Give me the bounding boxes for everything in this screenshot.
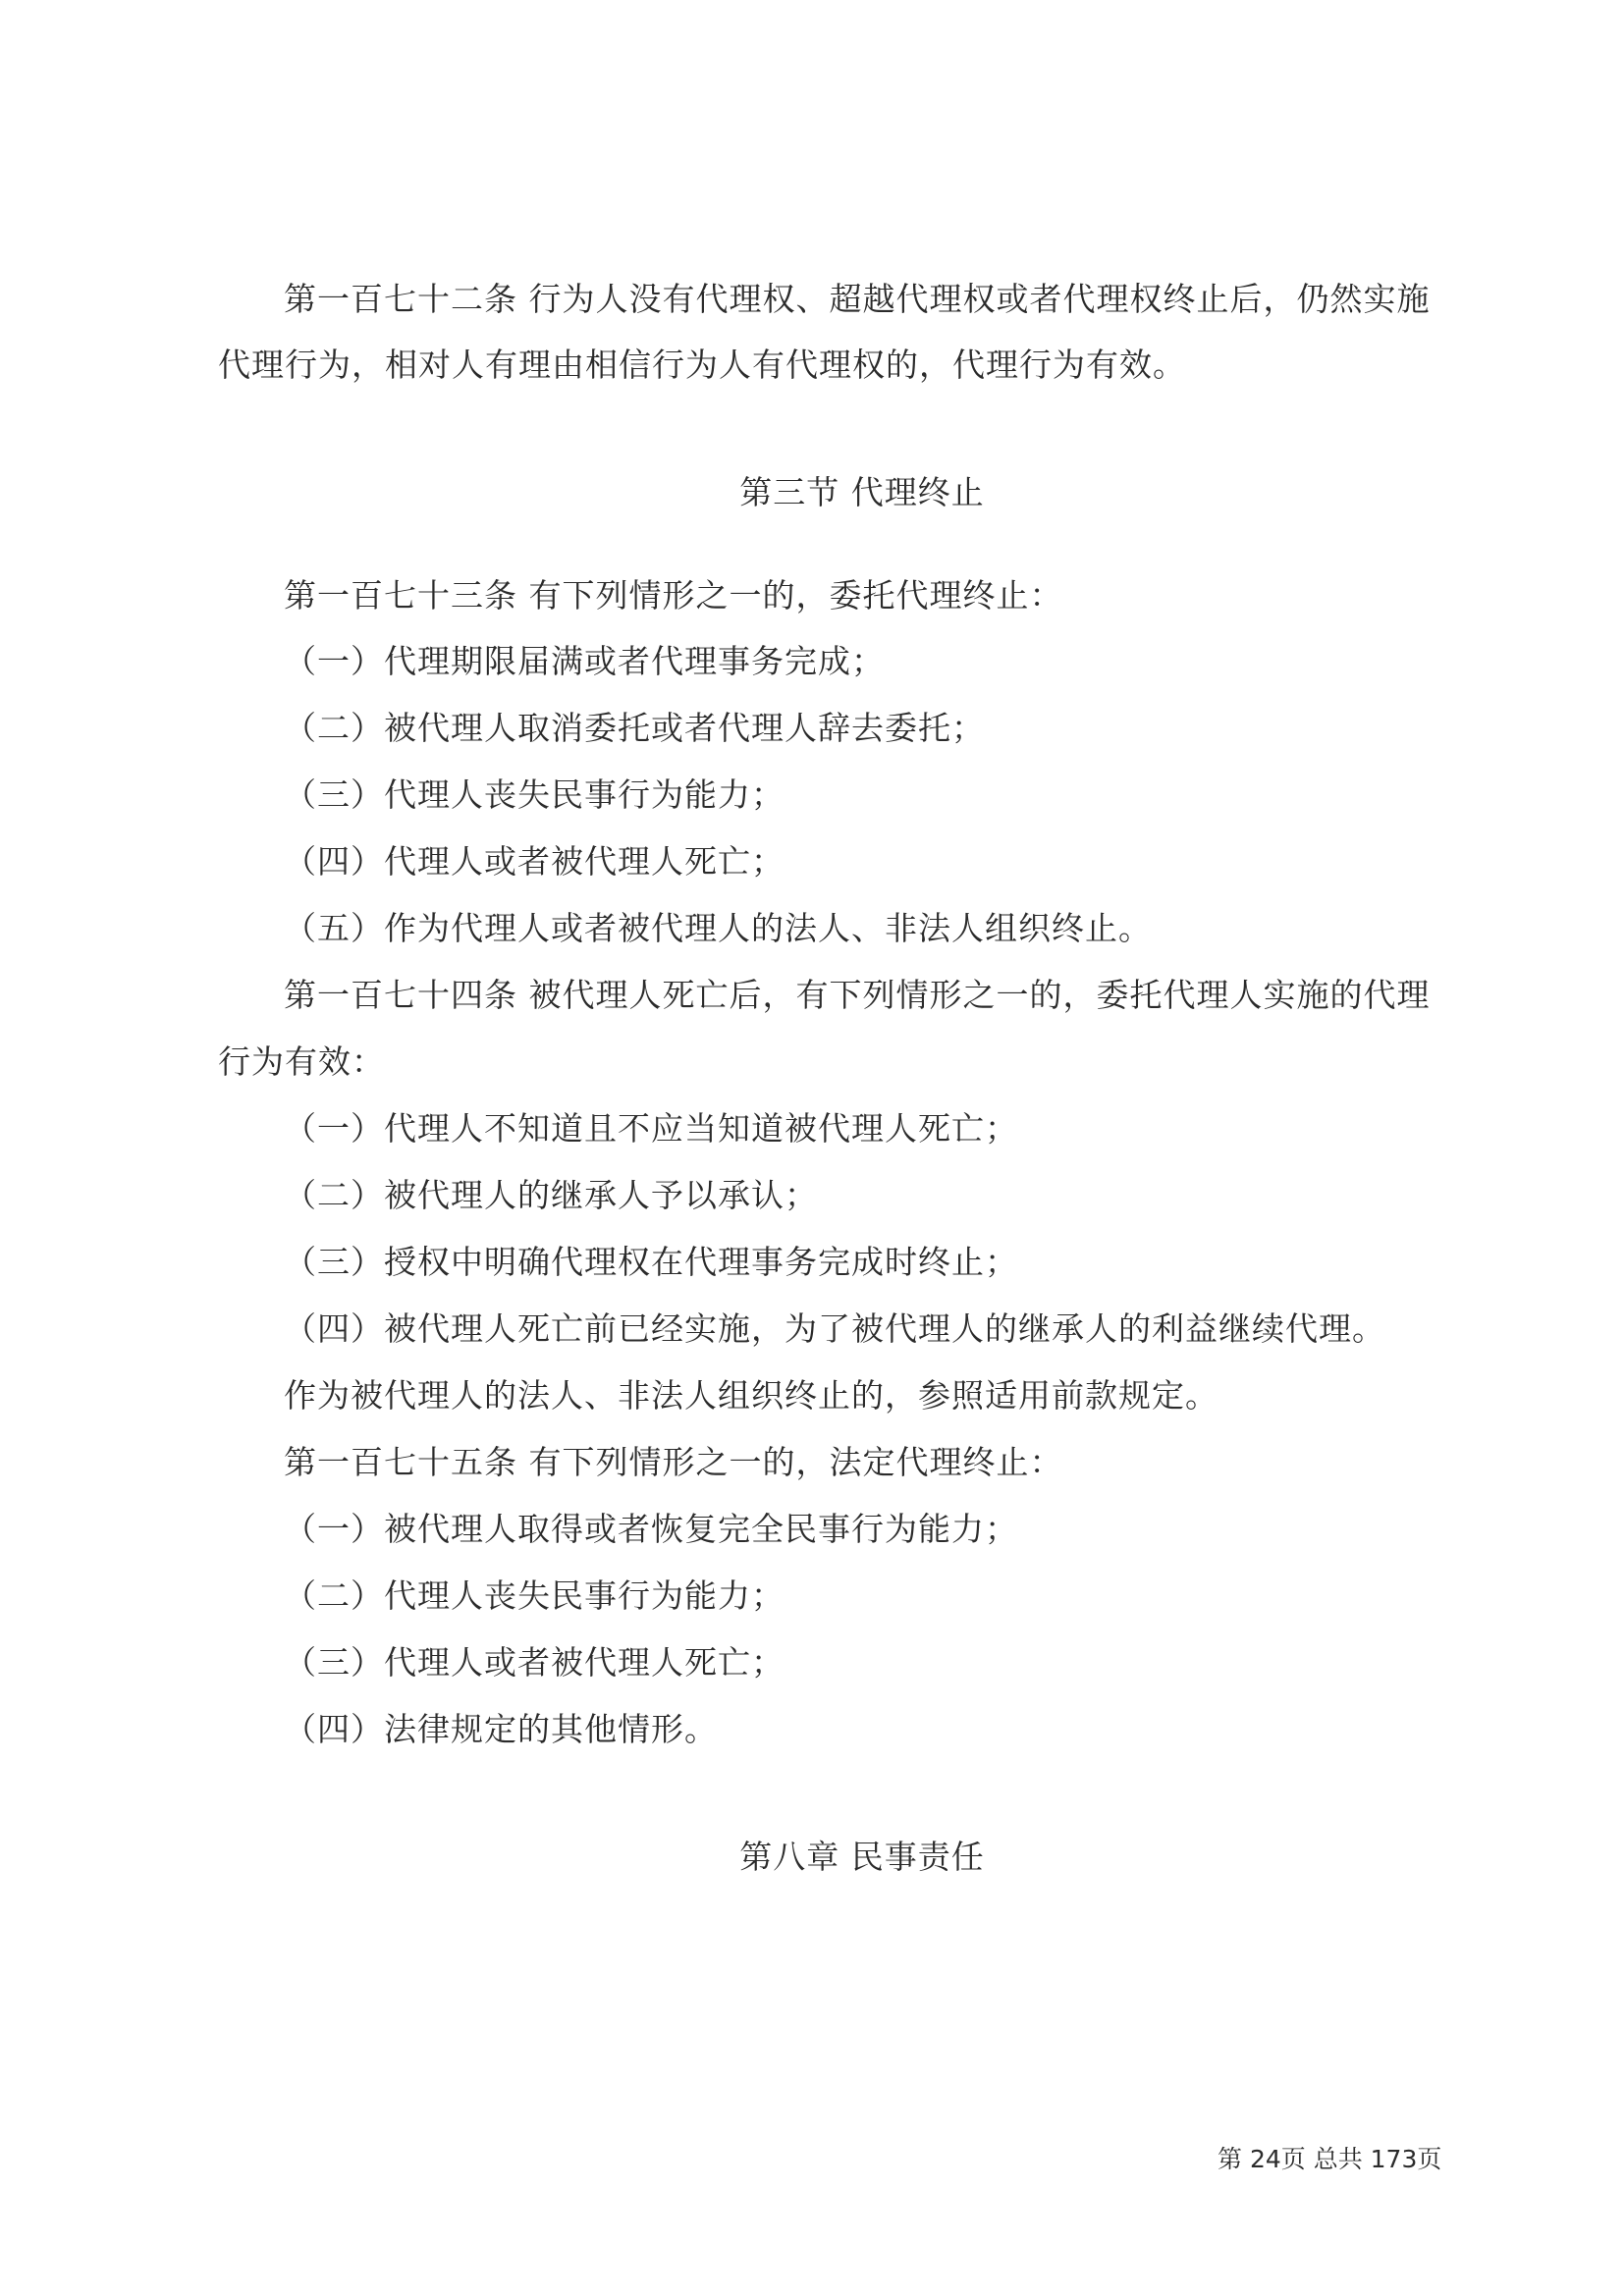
article-173-item-2: （二）被代理人取消委托或者代理人辞去委托； [284, 709, 985, 747]
article-174-item-2: （二）被代理人的继承人予以承认； [284, 1176, 818, 1214]
article-175-intro: 第一百七十五条 有下列情形之一的，法定代理终止： [284, 1443, 1063, 1481]
article-173-intro: 第一百七十三条 有下列情形之一的，委托代理终止： [284, 576, 1063, 614]
article-173-item-4: （四）代理人或者被代理人死亡； [284, 842, 785, 881]
article-173-item-3: （三）代理人丧失民事行为能力； [284, 775, 785, 814]
article-175-item-3: （三）代理人或者被代理人死亡； [284, 1643, 785, 1682]
chapter-8-heading: 第八章 民事责任 [739, 1838, 985, 1876]
article-175-item-4: （四）法律规定的其他情形。 [284, 1710, 718, 1748]
article-175-item-2: （二）代理人丧失民事行为能力； [284, 1576, 785, 1615]
article-172-line-2: 代理行为，相对人有理由相信行为人有代理权的，代理行为有效。 [218, 346, 1186, 384]
article-173-item-5: （五）作为代理人或者被代理人的法人、非法人组织终止。 [284, 909, 1152, 947]
article-173-item-1: （一）代理期限届满或者代理事务完成； [284, 642, 885, 680]
article-172-line-1: 第一百七十二条 行为人没有代理权、超越代理权或者代理权终止后，仍然实施 [284, 280, 1431, 318]
article-174-item-3: （三）授权中明确代理权在代理事务完成时终止； [284, 1243, 1018, 1281]
article-175-item-1: （一）被代理人取得或者恢复完全民事行为能力； [284, 1510, 1018, 1548]
article-174-item-4: （四）被代理人死亡前已经实施，为了被代理人的继承人的利益继续代理。 [284, 1309, 1385, 1348]
page-footer: 第 24页 总共 173页 [1218, 2145, 1442, 2173]
article-174-item-1: （一）代理人不知道且不应当知道被代理人死亡； [284, 1109, 1018, 1148]
article-174-line-1: 第一百七十四条 被代理人死亡后，有下列情形之一的，委托代理人实施的代理 [284, 976, 1431, 1014]
section-3-heading: 第三节 代理终止 [739, 473, 985, 511]
article-174-closing: 作为被代理人的法人、非法人组织终止的，参照适用前款规定。 [284, 1376, 1218, 1415]
article-174-line-2: 行为有效： [218, 1042, 385, 1081]
